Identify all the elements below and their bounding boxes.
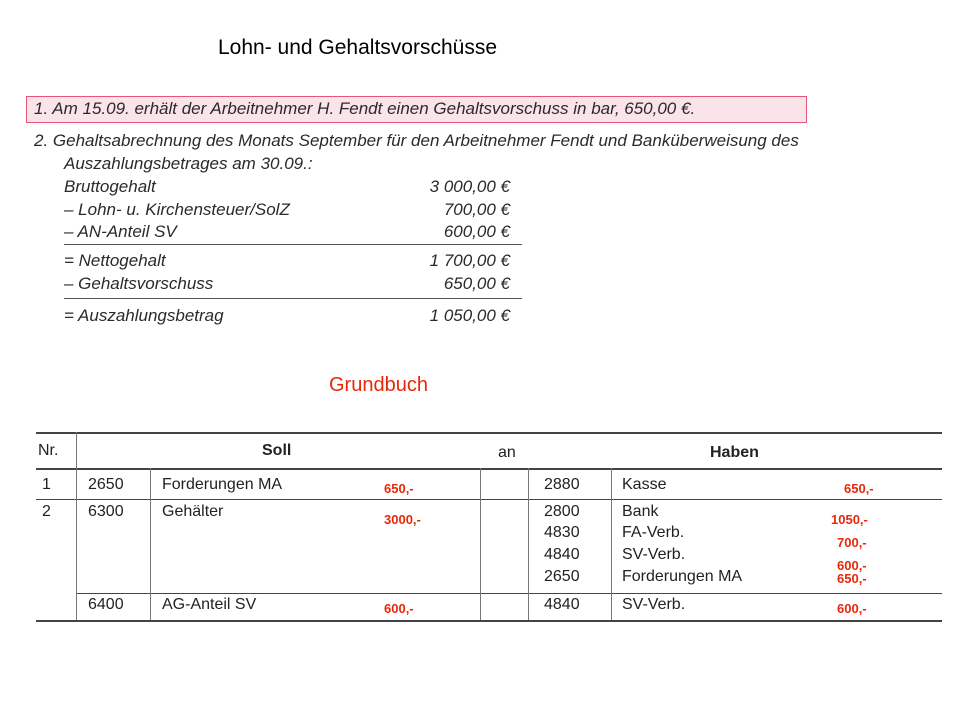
task-line-1: 1. Am 15.09. erhält der Arbeitnehmer H. Fendt einen Gehaltsvorschuss in bar, 650,00 €.	[34, 99, 696, 118]
haben-account: 2800	[544, 503, 580, 520]
section-title-grundbuch: Grundbuch	[329, 374, 428, 396]
journal-table	[36, 432, 942, 622]
haben-text: Forderungen MA	[622, 568, 743, 585]
soll-amount: 3000,-	[384, 512, 421, 527]
haben-account: 2880	[544, 476, 580, 493]
haben-account: 4830	[544, 524, 580, 541]
header-soll: Soll	[262, 442, 292, 459]
calc-amount: 600,00 €	[443, 222, 510, 241]
task-line-2: 2. Gehaltsabrechnung des Monats September für den Arbeitnehmer Fendt und Banküberweisung des	[34, 131, 799, 150]
soll-text: Gehälter	[162, 503, 224, 520]
calc-amount: 1 700,00 €	[429, 251, 510, 270]
calc-label: – Gehaltsvorschuss	[64, 274, 214, 293]
soll-account: 2650	[88, 476, 124, 493]
calc-amount: 3 000,00 €	[429, 177, 510, 196]
calc-label: = Auszahlungsbetrag	[64, 306, 224, 325]
row-nr: 2	[42, 503, 51, 520]
calc-label: Bruttogehalt	[64, 177, 156, 196]
haben-text: Kasse	[622, 476, 667, 493]
haben-amount: 600,-	[837, 558, 867, 573]
haben-amount: 650,-	[844, 481, 874, 496]
calc-amount: 700,00 €	[443, 200, 510, 219]
haben-account: 4840	[544, 546, 580, 563]
soll-amount: 650,-	[384, 481, 414, 496]
soll-text: Forderungen MA	[162, 476, 283, 493]
table-rule	[36, 499, 942, 500]
table-col-rule	[480, 468, 481, 620]
haben-text: Bank	[622, 503, 659, 520]
task-text-block	[26, 90, 926, 330]
sum-rule	[64, 244, 522, 245]
calc-amount: 1 050,00 €	[429, 306, 510, 325]
calc-label: = Nettogehalt	[64, 251, 166, 270]
header-haben: Haben	[710, 444, 759, 461]
table-col-rule	[76, 432, 77, 620]
table-rule	[36, 432, 942, 434]
haben-text: SV-Verb.	[622, 546, 686, 563]
soll-account: 6300	[88, 503, 124, 520]
soll-account: 6400	[88, 596, 124, 613]
haben-account: 2650	[544, 568, 580, 585]
header-an: an	[498, 444, 516, 461]
haben-amount: 600,-	[837, 601, 867, 616]
calc-amount: 650,00 €	[443, 274, 510, 293]
haben-text: FA-Verb.	[622, 524, 685, 541]
calc-label: – Lohn- u. Kirchensteuer/SolZ	[64, 200, 290, 219]
haben-amount: 700,-	[837, 535, 867, 550]
calc-label: – AN-Anteil SV	[64, 222, 177, 241]
soll-text: AG-Anteil SV	[162, 596, 257, 613]
haben-account: 4840	[544, 596, 580, 613]
soll-amount: 600,-	[384, 601, 414, 616]
header-nr: Nr.	[38, 442, 59, 459]
table-col-rule	[611, 468, 612, 620]
haben-text: SV-Verb.	[622, 596, 686, 613]
row-nr: 1	[42, 476, 51, 493]
table-rule	[36, 468, 942, 470]
task-line-2b: Auszahlungsbetrages am 30.09.:	[64, 154, 313, 173]
haben-amount: 1050,-	[831, 512, 868, 527]
haben-amount: 650,-	[837, 571, 867, 586]
sum-rule	[64, 298, 522, 299]
table-col-rule	[528, 468, 529, 620]
table-rule	[76, 593, 942, 594]
table-col-rule	[150, 468, 151, 620]
table-rule	[36, 620, 942, 622]
page-title: Lohn- und Gehaltsvorschüsse	[218, 36, 497, 59]
